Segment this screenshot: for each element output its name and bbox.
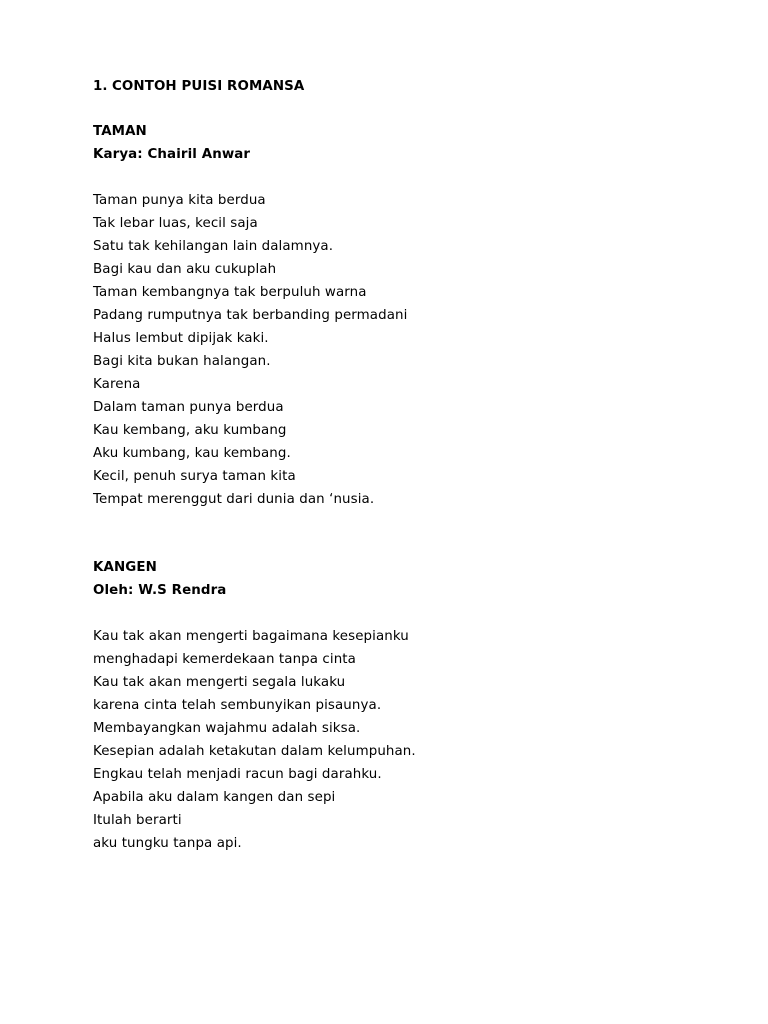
poem-line: Halus lembut dipijak kaki. — [93, 331, 269, 346]
poem-line: Kau tak akan mengerti segala lukaku — [93, 675, 346, 690]
poem-line: Taman kembangnya tak berpuluh warna — [93, 285, 367, 300]
poem-line: Dalam taman punya berdua — [93, 400, 284, 415]
poem-title: TAMAN — [93, 124, 147, 139]
poem-line: Kecil, penuh surya taman kita — [93, 469, 296, 484]
poem-stanza — [93, 189, 693, 511]
poem-line: Karena — [93, 377, 141, 392]
section-heading — [93, 78, 304, 96]
poem-line: Kesepian adalah ketakutan dalam kelumpuhan. — [93, 744, 416, 759]
poem-author: Karya: Chairil Anwar — [93, 147, 251, 162]
poem-line: Taman punya kita berdua — [93, 193, 266, 208]
poem-stanza — [93, 625, 693, 855]
poem-line: karena cinta telah sembunyikan pisaunya. — [93, 698, 382, 713]
poem-line: Aku kumbang, kau kembang. — [93, 446, 291, 461]
poem-title: KANGEN — [93, 560, 157, 575]
poem-line: Tak lebar luas, kecil saja — [93, 216, 258, 231]
poem-line: Tempat merenggut dari dunia dan ‘nusia. — [93, 492, 375, 507]
poem-author: Oleh: W.S Rendra — [93, 583, 227, 598]
poem-line: Kau kembang, aku kumbang — [93, 423, 287, 438]
poem-line: Satu tak kehilangan lain dalamnya. — [93, 239, 334, 254]
section-title: CONTOH PUISI ROMANSA — [112, 79, 305, 94]
section-number: 1. — [93, 79, 108, 94]
poem-line: Membayangkan wajahmu adalah siksa. — [93, 721, 361, 736]
poem-line: Padang rumputnya tak berbanding permadani — [93, 308, 408, 323]
poem-line: Itulah berarti — [93, 813, 182, 828]
poem-line: aku tungku tanpa api. — [93, 836, 242, 851]
poem-line: Bagi kita bukan halangan. — [93, 354, 271, 369]
poem-line: menghadapi kemerdekaan tanpa cinta — [93, 652, 356, 667]
poem-line: Apabila aku dalam kangen dan sepi — [93, 790, 336, 805]
poem-kangen — [93, 556, 693, 855]
poem-line: Kau tak akan mengerti bagaimana kesepianku — [93, 629, 409, 644]
poem-taman — [93, 120, 693, 511]
poem-line: Bagi kau dan aku cukuplah — [93, 262, 277, 277]
poem-line: Engkau telah menjadi racun bagi darahku. — [93, 767, 382, 782]
